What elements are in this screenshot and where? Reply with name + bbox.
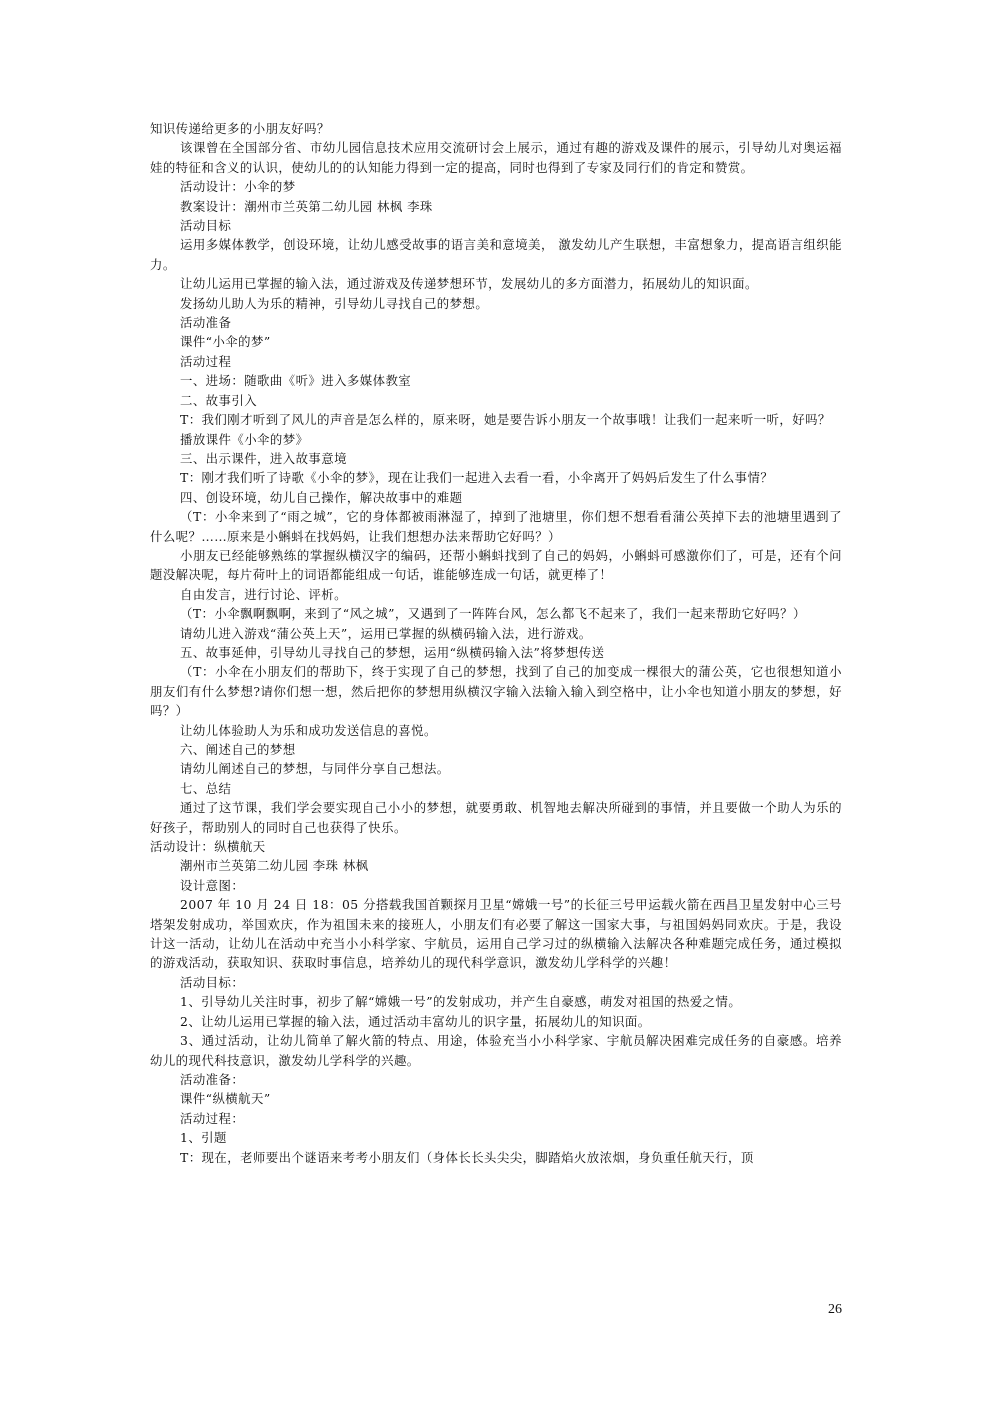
paragraph: 教案设计：潮州市兰英第二幼儿园 林枫 李珠 (180, 198, 433, 214)
paragraph: 知识传递给更多的小朋友好吗？ (150, 121, 330, 136)
paragraph: 四、创设环境，幼儿自己操作，解决故事中的难题 (180, 489, 463, 505)
paragraph: （T：小伞来到了“雨之城”，它的身体都被雨淋湿了，掉到了池塘里，你们想不想看看蒲公英掉下去的池塘里遇到了什么呢？……原来是小蝌蚪在找妈妈，让我们想想办法来帮助它好吗？） (150, 509, 842, 544)
paragraph: 三、出示课件，进入故事意境 (180, 450, 347, 466)
paragraph: T：现在，老师要出个谜语来考考小朋友们（身体长长头尖尖，脚踏焰火放浓烟，身负重任航天行，顶 (180, 1149, 754, 1165)
paragraph: 课件“纵横航天” (180, 1091, 271, 1107)
paragraph: 活动目标： (180, 974, 245, 990)
paragraph: 让幼儿运用已掌握的输入法，通过游戏及传递梦想环节，发展幼儿的多方面潜力，拓展幼儿的知识面。 (180, 276, 758, 292)
paragraph: 设计意图： (180, 877, 245, 893)
paragraph: 潮州市兰英第二幼儿园 李珠 林枫 (180, 858, 369, 874)
paragraph: 让幼儿体验助人为乐和成功发送信息的喜悦。 (180, 722, 437, 738)
paragraph: 播放课件《小伞的梦》 (180, 431, 309, 447)
paragraph: 请幼儿进入游戏“蒲公英上天”，运用已掌握的纵横码输入法，进行游戏。 (180, 625, 592, 641)
page-number: 26 (828, 1302, 842, 1317)
paragraph: （T：小伞在小朋友们的帮助下，终于实现了自己的梦想，找到了自己的加变成一棵很大的蒲公英，它也很想知道小朋友们有什么梦想?请你们想一想，然后把你的梦想用纵横汉字输入法输入输入到空格中，让小伞也知道小朋友的梦想，好吗？） (150, 664, 842, 719)
paragraph: 活动过程 (180, 353, 232, 369)
paragraph: T：刚才我们听了诗歌《小伞的梦》，现在让我们一起进入去看一看，小伞离开了妈妈后发生了什么事情？ (180, 470, 774, 486)
paragraph: 2007 年 10 月 24 日 18：05 分搭载我国首颗探月卫星“嫦娥一号”的长征三号甲运载火箭在西昌卫星发射中心三号塔架发射成功，举国欢庆，作为祖国未来的接班人，小朋友们有必要了解这一国家大事，与祖国妈妈同欢庆。于是，我设计这一活动，让幼儿在活动中充当小小科学家、宇航员，运用自己学习过的纵横输入法解决各种难题完成任务，通过模拟的游戏活动，获取知识、获取时事信息，培养幼儿的现代科学意识，激发幼儿学科学的兴趣！ (150, 897, 842, 971)
paragraph: （T：小伞飘啊飘啊，来到了“风之城”，又遇到了一阵阵台风，怎么都飞不起来了，我们一起来帮助它好吗？） (180, 606, 806, 622)
paragraph: 活动目标 (180, 218, 232, 234)
paragraph: 课件“小伞的梦” (180, 334, 271, 350)
paragraph: 小朋友已经能够熟练的掌握纵横汉字的编码，还帮小蝌蚪找到了自己的妈妈，小蝌蚪可感激你们了，可是，还有个问题没解决呢，每片荷叶上的词语都能组成一句话，谁能够连成一句话，就更棒了！ (150, 547, 842, 583)
paragraph: T：我们刚才听到了风儿的声音是怎么样的，原来呀，她是要告诉小朋友一个故事哦！让我们一起来听一听，好吗？ (180, 412, 831, 428)
paragraph: 发扬幼儿助人为乐的精神，引导幼儿寻找自己的梦想。 (180, 295, 489, 311)
paragraph: 运用多媒体教学，创设环境，让幼儿感受故事的语言美和意境美， 激发幼儿产生联想，丰富想象力，提高语言组织能力。 (150, 237, 842, 272)
paragraph: 五、故事延伸，引导幼儿寻找自己的梦想，运用“纵横码输入法”将梦想传送 (180, 644, 605, 660)
paragraph: 活动过程： (180, 1110, 245, 1126)
paragraph: 活动准备 (180, 315, 232, 331)
paragraph: 2、让幼儿运用已掌握的输入法，通过活动丰富幼儿的识字量，拓展幼儿的知识面。 (180, 1013, 651, 1029)
paragraph: 自由发言，进行讨论、评析。 (180, 586, 347, 602)
paragraph: 六、阐述自己的梦想 (180, 742, 296, 757)
paragraph: 3、通过活动，让幼儿简单了解火箭的特点、用途，体验充当小小科学家、宇航员解决困难完成任务的自豪感。培养幼儿的现代科技意识，激发幼儿学科学的兴趣。 (150, 1033, 842, 1068)
paragraph: 1、引导幼儿关注时事，初步了解“嫦娥一号”的发射成功，并产生自豪感，萌发对祖国的热爱之情。 (180, 994, 742, 1010)
document-body (150, 119, 842, 1167)
paragraph: 活动设计：小伞的梦 (180, 179, 296, 195)
paragraph: 活动准备： (180, 1071, 245, 1087)
paragraph: 通过了这节课，我们学会要实现自己小小的梦想，就要勇敢、机智地去解决所碰到的事情，并且要做一个助人为乐的好孩子，帮助别人的同时自己也获得了快乐。 (150, 800, 842, 835)
paragraph: 1、引题 (180, 1130, 227, 1146)
paragraph: 一、进场：随歌曲《听》进入多媒体教室 (180, 373, 412, 389)
paragraph: 二、故事引入 (180, 392, 258, 408)
paragraph: 七、总结 (180, 780, 232, 796)
paragraph: 活动设计：纵横航天 (150, 839, 266, 855)
paragraph: 请幼儿阐述自己的梦想，与同伴分享自己想法。 (180, 761, 450, 777)
paragraph: 该课曾在全国部分省、市幼儿园信息技术应用交流研讨会上展示，通过有趣的游戏及课件的展示，引导幼儿对奥运福娃的特征和含义的认识，使幼儿的的认知能力得到一定的提高，同时也得到了专家及同行们的肯定和赞赏。 (150, 140, 842, 175)
